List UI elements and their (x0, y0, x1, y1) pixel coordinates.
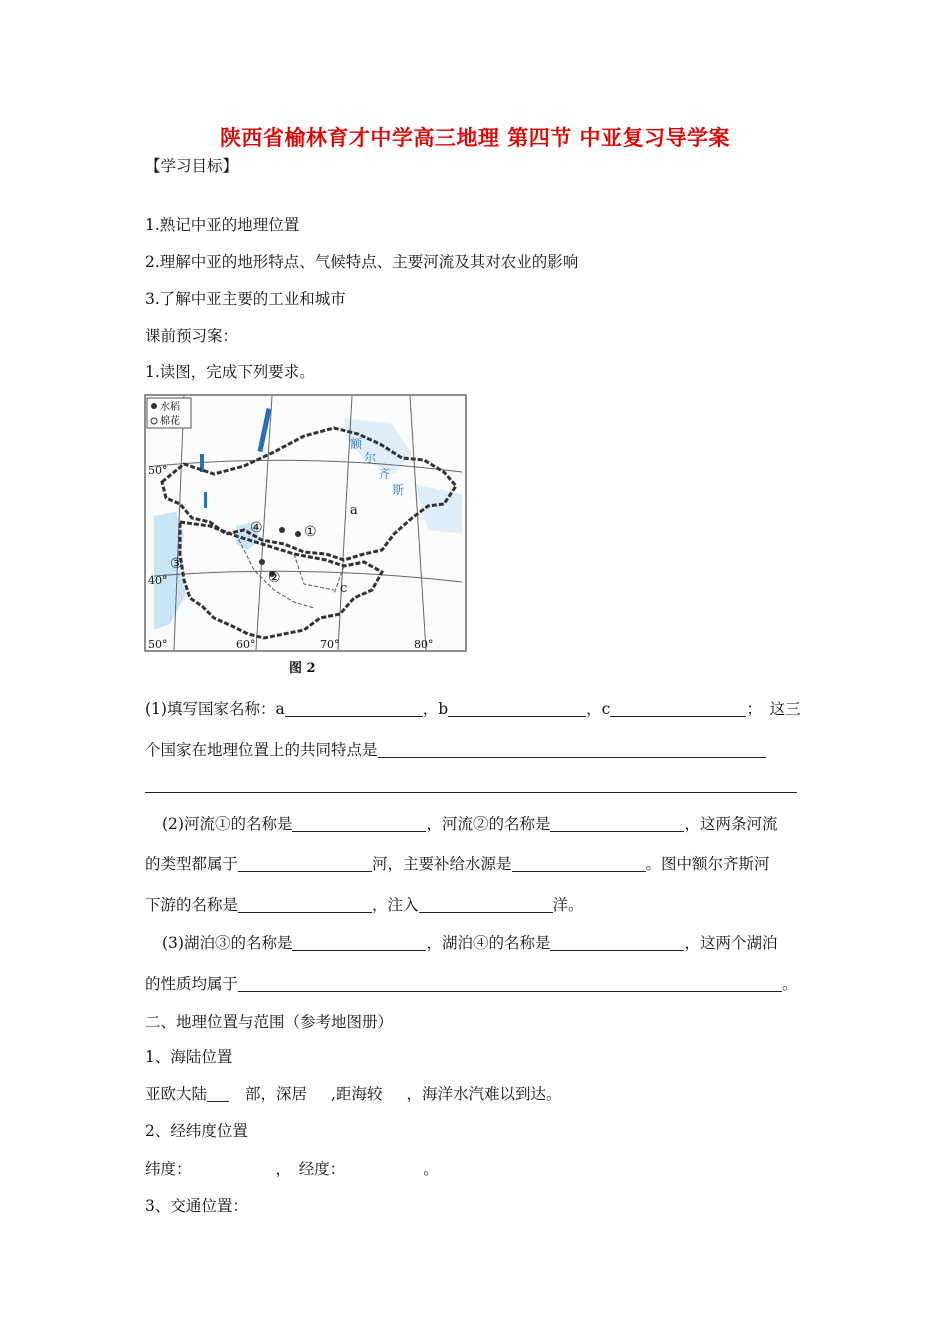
figure-caption: 图 2 (289, 661, 316, 676)
s2-text: ， 经度： (275, 1160, 346, 1178)
q3-text: 的性质均属于 (145, 975, 239, 993)
document-title: 陕西省榆林育才中学高三地理 第四节 中亚复习导学案 (219, 126, 731, 150)
q2-text: ，这两条河流 (684, 815, 778, 833)
q1-text: (1)填写国家名称：a (145, 700, 285, 718)
subsection-2-line (145, 1157, 439, 1179)
marker-2: ② (268, 570, 281, 586)
objective-item: 1.熟记中亚的地理位置 (145, 216, 300, 234)
lat-label: 50° (148, 464, 168, 477)
subsection-3-heading: 3、交通位置： (145, 1197, 248, 1215)
q2-text: 下游的名称是 (145, 896, 239, 914)
subsection-2-heading: 2、经纬度位置 (145, 1122, 248, 1140)
marker-1: ① (304, 524, 317, 540)
country-letter-c: c (340, 581, 348, 596)
q2-text: 洋。 (552, 896, 584, 914)
question-2-line-2 (145, 852, 770, 874)
objective-item: 3.了解中亚主要的工业和城市 (145, 290, 346, 308)
river-label: 额 (350, 437, 363, 451)
q2-text: 河，主要补给水源是 (372, 855, 512, 873)
preview-heading: 课前预习案： (145, 327, 239, 345)
q2-text: ，河流②的名称是 (426, 815, 551, 833)
answer-blank-lake-4[interactable] (550, 935, 684, 952)
section-2-heading: 二、地理位置与范围（参考地图册） (145, 1013, 394, 1031)
answer-blank-river-2[interactable] (550, 816, 684, 833)
answer-blank-direction[interactable] (207, 1086, 229, 1103)
legend-rice: 水稻 (160, 402, 180, 413)
q1-text: ，b (422, 700, 449, 718)
legend-cotton: 棉花 (160, 416, 180, 427)
q2-text: (2)河流①的名称是 (162, 815, 293, 833)
q1-text: 个国家在地理位置上的共同特点是 (145, 741, 378, 759)
question-1-line-1 (145, 697, 801, 719)
river-label: 尔 (364, 451, 377, 465)
q3-text: ，这两个湖泊 (684, 934, 778, 952)
answer-blank-a[interactable] (285, 701, 423, 718)
s1-text: 亚欧大陆 (145, 1085, 208, 1103)
lon-label: 50° (148, 638, 168, 651)
s2-text: 纬度： (145, 1160, 192, 1178)
country-letter-a: a (350, 503, 358, 518)
answer-line-full[interactable] (145, 776, 797, 793)
s1-text: ,距海较 (331, 1085, 383, 1103)
subsection-1-heading: 1、海陆位置 (145, 1048, 233, 1066)
question-3-line-2 (145, 972, 798, 994)
q3-text: ，湖泊④的名称是 (426, 934, 551, 952)
q2-text: 。图中额尔齐斯河 (645, 855, 770, 873)
lon-label: 70° (320, 638, 340, 651)
task-1: 1.读图，完成下列要求。 (145, 363, 315, 381)
answer-blank-ocean[interactable] (419, 897, 553, 914)
answer-blank-c[interactable] (610, 701, 746, 718)
q2-text: 的类型都属于 (145, 855, 239, 873)
answer-blank-downstream[interactable] (238, 897, 372, 914)
marker-3: ③ (170, 556, 183, 572)
s2-text: 。 (423, 1160, 439, 1178)
question-1-line-2 (145, 738, 766, 760)
objectives-heading: 【学习目标】 (145, 157, 239, 175)
river-label: 齐 (378, 467, 391, 481)
q2-text: ，注入 (372, 896, 419, 914)
lon-label: 80° (414, 638, 434, 651)
answer-blank-lake-type[interactable] (238, 976, 782, 993)
answer-blank-b[interactable] (448, 701, 586, 718)
answer-blank-common[interactable] (378, 742, 766, 759)
s1-text: ，海洋水汽难以到达。 (406, 1085, 562, 1103)
answer-blank-river-type[interactable] (238, 856, 372, 873)
central-asia-map (144, 394, 467, 676)
q3-text: (3)湖泊③的名称是 (162, 934, 293, 952)
question-2-line-3 (145, 893, 584, 915)
subsection-1-line (145, 1082, 561, 1104)
q3-text: 。 (782, 975, 798, 993)
marker-4: ④ (250, 520, 263, 536)
objective-item: 2.理解中亚的地形特点、气候特点、主要河流及其对农业的影响 (145, 253, 579, 271)
s1-text: 部，深居 (245, 1085, 308, 1103)
q1-text: ，c (586, 700, 611, 718)
river-label: 斯 (392, 483, 405, 497)
lat-label: 40° (148, 574, 168, 587)
answer-blank-water-source[interactable] (512, 856, 646, 873)
answer-blank-lake-3[interactable] (292, 935, 426, 952)
q1-text: ； 这三 (746, 700, 801, 718)
question-3-line-1 (162, 931, 778, 953)
answer-blank-river-1[interactable] (292, 816, 426, 833)
question-2-line-1 (162, 812, 778, 834)
lon-label: 60° (236, 638, 256, 651)
